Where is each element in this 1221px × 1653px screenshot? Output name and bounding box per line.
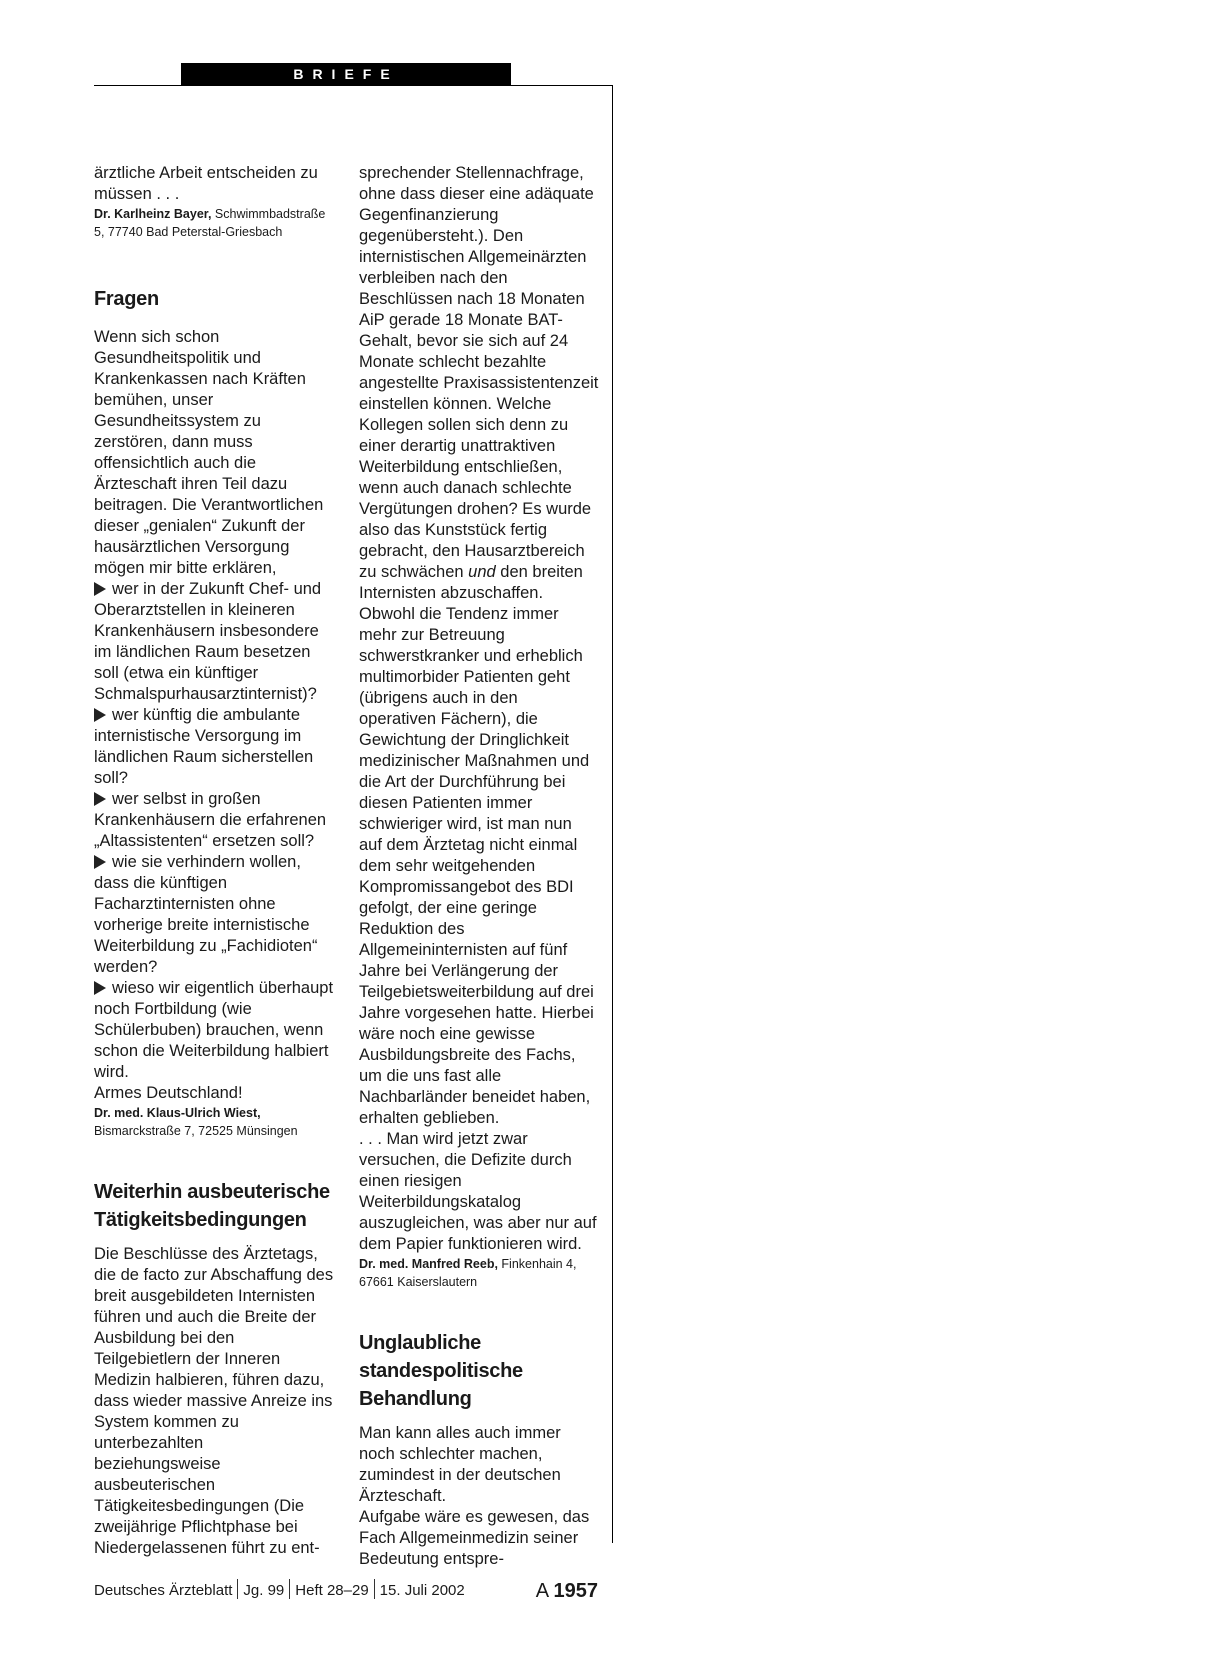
intro-text: ärztliche Arbeit entscheiden zu müssen . . . — [94, 164, 318, 203]
signature-wiest: Dr. med. Klaus-Ulrich Wiest, Bismarckstraße 7, 72525 Münsingen — [94, 1106, 298, 1138]
triangle-bullet-icon — [94, 981, 106, 995]
bullet-item: wer in der Zukunft Chef- und Oberarztstellen in kleineren Krankenhäusern insbesondere im ländlichen Raum besetzen soll (etwa ein künftiger Schmalspurhausarztinternist)? — [94, 580, 322, 703]
triangle-bullet-icon — [94, 582, 106, 596]
signature-reeb: Dr. med. Manfred Reeb, Finkenhain 4, 67661 Kaiserslautern — [359, 1257, 577, 1289]
issue: Heft 28–29 — [295, 1582, 369, 1599]
unglaublich-text-1: Man kann alles auch immer noch schlechter machen, zumindest in der deutschen Ärzteschaft. — [359, 1424, 561, 1505]
page-number: A 1957 — [535, 1580, 598, 1602]
footer-divider — [289, 1579, 290, 1599]
triangle-bullet-icon — [94, 792, 106, 806]
page-footer — [94, 1576, 614, 1606]
column-left — [94, 163, 334, 1559]
volume: Jg. 99 — [243, 1582, 285, 1599]
footer-divider — [374, 1579, 375, 1599]
bullet-item: wer künftig die ambulante internistische Versorgung im ländlichen Raum sicherstellen soll? — [94, 706, 314, 787]
journal-name: Deutsches Ärzteblatt — [94, 1582, 233, 1599]
bullet-item: wie sie verhindern wollen, dass die künftigen Facharztinternisten ohne vorherige breite internistische Weiterbildung zu „Fachidioten“ werden? — [94, 853, 318, 976]
obwohl-text: Obwohl die Tendenz immer mehr zur Betreuung schwerstkranker und erheblich multimorbider Patienten geht (übrigens auch in den operativen Fächern), die Gewichtung der Dringlichkeit medizinischer Maßnahmen und die Art der Durchführung bei diesen Patienten immer schwieriger wird, ist man nun auf dem Ärztetag nicht einmal dem sehr weitgehenden Kompromissangebot des BDI gefolgt, der eine geringe Reduktion des Allgemeininternisten auf fünf Jahre bei Verlängerung der Teilgebietsweiterbildung auf drei Jahre vorgesehen hatte. Hierbei wäre noch eine gewisse Ausbildungsbreite des Fachs, um die uns fast alle Nachbarländer beneidet haben, erhalten geblieben. — [359, 605, 594, 1127]
bullet-item: wieso wir eigentlich überhaupt noch Fortbildung (wie Schülerbuben) brauchen, wenn schon die Weiterbildung halbiert wird. — [94, 979, 334, 1081]
footer-divider — [237, 1579, 238, 1599]
triangle-bullet-icon — [94, 855, 106, 869]
continuation-text: sprechender Stellennachfrage, ohne dass dieser eine adäquate Gegenfinanzierung gegenübersteht.). Den internistischen Allgemeinärzten verbleiben nach den Beschlüssen nach 18 Monaten AiP gerade 18 Monate BAT-Gehalt, bevor sie sich auf 24 Monate schlecht bezahlte angestellte Praxisassistentenzeit einstellen können. Welche Kollegen sollen sich denn zu einer derartig unattraktiven Weiterbildung entschließen, wenn auch danach schlechte Vergütungen drohen? Es wurde also das Kunststück fertig gebracht, den Hausarztbereich zu schwächen und den breiten Internisten abzuschaffen. — [359, 164, 599, 602]
weiterhin-text: Die Beschlüsse des Ärztetags, die de facto zur Abschaffung des breit ausgebildeten Internisten führen und auch die Breite der Ausbildung bei den Teilgebietlern der Inneren Medizin halbieren, führen dazu, dass wieder massive Anreize ins System kommen zu unterbezahlten beziehungsweise ausbeuterischen Tätigkeitesbedingungen (Die zweijährige Pflichtphase bei Niedergelassenen führt zu ent- — [94, 1245, 334, 1557]
signature-bayer: Dr. Karlheinz Bayer, Schwimmbadstraße 5, 77740 Bad Peterstal-Griesbach — [94, 207, 326, 239]
triangle-bullet-icon — [94, 708, 106, 722]
column-rule — [612, 85, 613, 1543]
section-header: BRIEFE — [181, 63, 511, 85]
bullet-item: wer selbst in großen Krankenhäusern die erfahrenen „Altassistenten“ ersetzen soll? — [94, 790, 327, 850]
heading-fragen: Fragen — [94, 288, 159, 310]
fragen-text: Wenn sich schon Gesundheitspolitik und Krankenkassen nach Kräften bemühen, unser Gesundheitssystem zu zerstören, dann muss offensichtlich auch die Ärzteschaft ihren Teil dazu beitragen. Die Verantwortlichen dieser „genialen“ Zukunft der hausärztlichen Versorgung mögen mir bitte erklären, — [94, 328, 324, 577]
column-right — [359, 163, 599, 1570]
header-rule — [94, 85, 612, 86]
heading-unglaublich: Unglaubliche standespolitische Behandlung — [359, 1332, 523, 1410]
unglaublich-text-2: Aufgabe wäre es gewesen, das Fach Allgemeinmedizin seiner Bedeutung entspre- — [359, 1508, 590, 1568]
armes-deutschland: Armes Deutschland! — [94, 1084, 243, 1102]
heading-weiterhin: Weiterhin ausbeuterische Tätigkeitsbedingungen — [94, 1181, 330, 1231]
issue-date: 15. Juli 2002 — [379, 1582, 465, 1599]
man-wird-text: . . . Man wird jetzt zwar versuchen, die Defizite durch einen riesigen Weiterbildungskatalog auszugleichen, was aber nur auf dem Papier funktionieren wird. — [359, 1130, 597, 1253]
